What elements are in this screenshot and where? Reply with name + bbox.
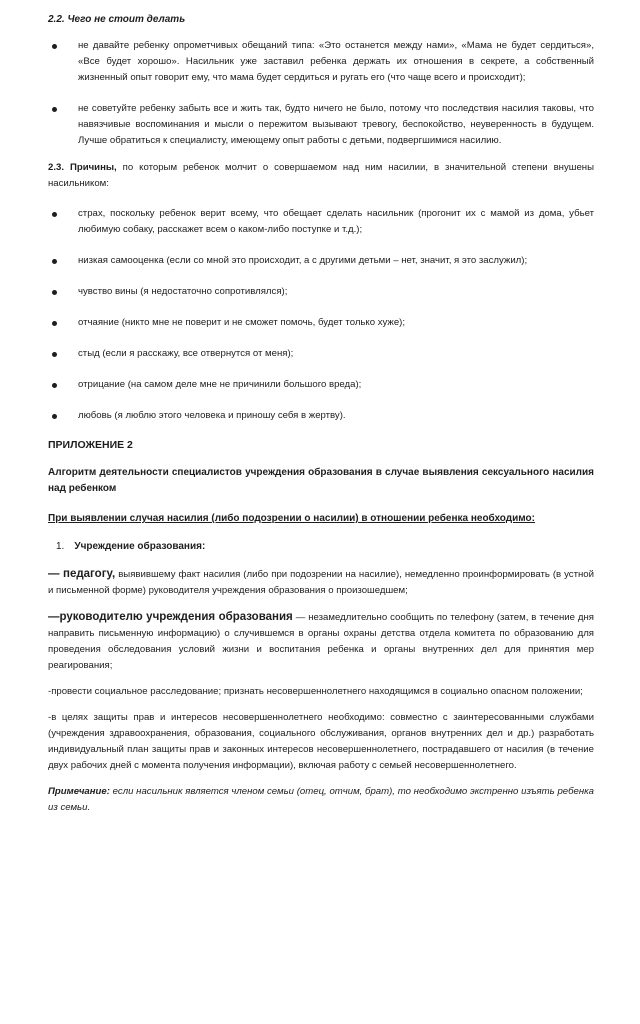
list-item: стыд (если я расскажу, все отвернутся от меня); bbox=[48, 346, 594, 362]
document-page bbox=[48, 12, 594, 816]
bullet-icon bbox=[52, 352, 57, 357]
paragraph-investigation: -провести социальное расследование; признать несовершеннолетнего находящимся в социально опасном положении; bbox=[48, 686, 583, 697]
list-item: страх, поскольку ребенок верит всему, что обещает сделать насильник (прогонит их с мамой из дома, убьет любимую собаку, расскажет всем о каком-либо поступке и т.д.); bbox=[48, 206, 594, 238]
list-item: отрицание (на самом деле мне не причинили большого вреда); bbox=[48, 377, 594, 393]
algorithm-title: Алгоритм деятельности специалистов учреждения образования в случае выявления сексуального насилия над ребенком bbox=[48, 467, 594, 494]
list-item: чувство вины (я недостаточно сопротивлялся); bbox=[48, 284, 594, 300]
bullet-icon bbox=[52, 107, 57, 112]
section-2-3-heading: 2.3. Причины, по которым ребенок молчит о совершаемом над ним насилии, в значительной степени внушены насильником: bbox=[48, 162, 594, 189]
bullet-icon bbox=[52, 290, 57, 295]
list-item: низкая самооценка (если со мной это происходит, а с другими детьми – нет, значит, я это заслужил); bbox=[48, 253, 594, 269]
note-paragraph: Примечание: если насильник является членом семьи (отец, отчим, брат), то необходимо экстренно изъять ребенка из семьи. bbox=[48, 786, 594, 813]
list-item: не давайте ребенку опрометчивых обещаний типа: «Это останется между нами», «Мама не будет сердиться», «Все будет хорошо». Насильник уже заставил ребенка держать их отношения в секрете, а собственный жизненный опыт говорит ему, что мама будет сердиться и ругать его (что чаще всего и происходит); bbox=[48, 38, 594, 86]
bullet-icon bbox=[52, 414, 57, 419]
paragraph-head: —руководителю учреждения образования — незамедлительно сообщить по телефону (затем, в течение дня направить письменную информацию) о случившемся в органы охраны детства отдела комитета по образованию для проведения обследования условий жизни и воспитания ребенка и органы внутренних дел для принятия мер реагирования; bbox=[48, 611, 594, 671]
paragraph-protection: -в целях защиты прав и интересов несовершеннолетнего необходимо: совместно с заинтересованными службами (учреждения здравоохранения, образования, социального обслуживания, органов внутренних дел и др.) разработать индивидуальный план защиты прав и законных интересов несовершеннолетнего, пострадавшего от насилия (в течение двух рабочих дней с момента получения информации), включая работу с семьей несовершеннолетнего. bbox=[48, 712, 594, 771]
bullet-icon bbox=[52, 321, 57, 326]
appendix-title: ПРИЛОЖЕНИЕ 2 bbox=[48, 439, 133, 451]
list-item: любовь (я люблю этого человека и приношу себя в жертву). bbox=[48, 408, 594, 424]
list-item: не советуйте ребенку забыть все и жить так, будто ничего не было, потому что последствия насилия таковы, что навязчивые воспоминания и мысли о пережитом вызывают тревогу, беспокойство, неуверенность в будущем. Лучше обратиться к специалисту, имеющему опыт работы с детьми, подвергшимися насилию. bbox=[48, 101, 594, 149]
bullet-icon bbox=[52, 383, 57, 388]
bullet-icon bbox=[52, 259, 57, 264]
bullet-icon bbox=[52, 212, 57, 217]
section-2-2-heading: 2.2. Чего не стоит делать bbox=[48, 14, 186, 25]
list-item: отчаяние (никто мне не поверит и не сможет помочь, будет только хуже); bbox=[48, 315, 594, 331]
section-2-3-list bbox=[48, 206, 594, 424]
underlined-heading: При выявлении случая насилия (либо подозрении о насилии) в отношении ребенка необходимо: bbox=[48, 513, 535, 524]
paragraph-teacher: — педагогу, выявившему факт насилия (либо при подозрении на насилие), немедленно проинформировать (в устной и письменной форме) руководителя учреждения образования о произошедшем; bbox=[48, 568, 594, 596]
section-2-2-list bbox=[48, 38, 594, 149]
bullet-icon bbox=[52, 44, 57, 49]
numbered-item: 1. Учреждение образования: bbox=[56, 541, 206, 552]
